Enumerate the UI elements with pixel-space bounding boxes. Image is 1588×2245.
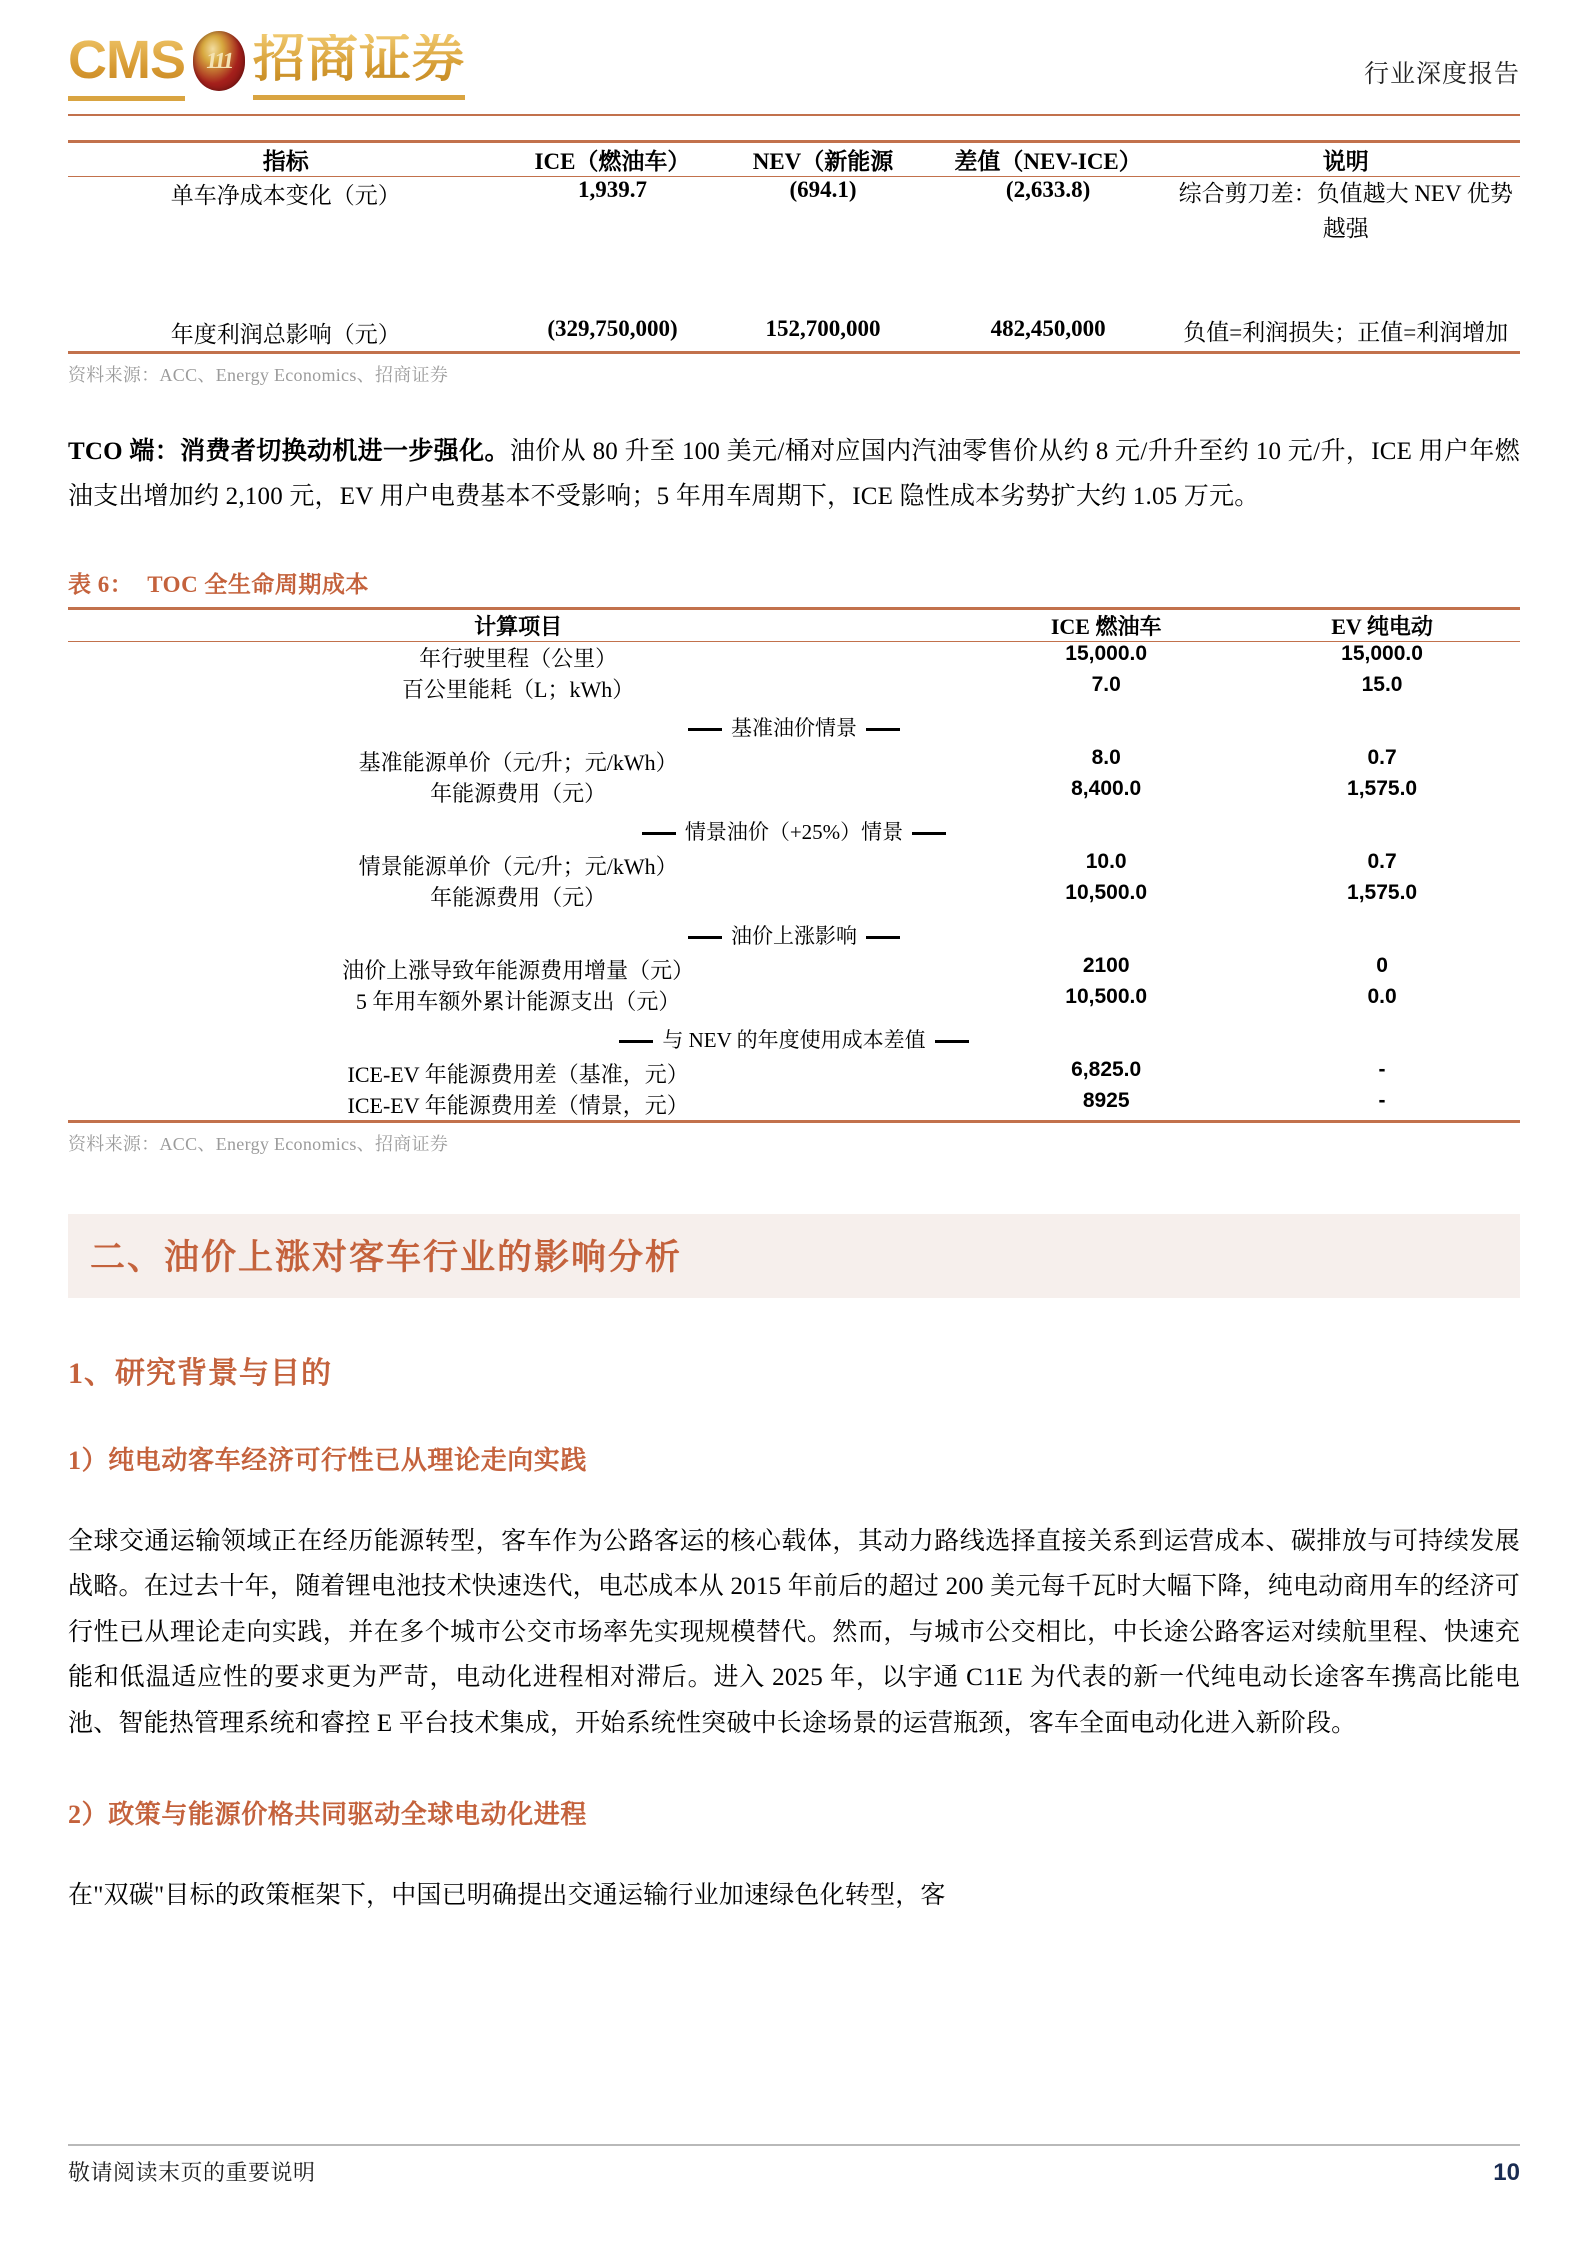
cell-ice: 8,400.0 [1071,776,1142,800]
group-dash-right-icon [935,1040,969,1043]
group-dash-right-icon [866,728,900,731]
col-diff: 差值（NEV-ICE） [954,149,1142,174]
cell-ice: 15,000.0 [1065,641,1148,665]
group-dash-left-icon [688,936,722,939]
col-metric: 指标 [262,149,309,174]
table-row [68,641,1520,673]
cell-metric: 单车净成本变化（元） [170,183,401,208]
table-row [68,985,1520,1016]
body-paragraph-a: 全球交通运输领域正在经历能源转型，客车作为公路客运的核心载体，其动力路线选择直接关系到运营成本、碳排放与可持续发展战略。在过去十年，随着锂电池技术快速迭代，电芯成本从 2015 年前后的超过 200 美元每千瓦时大幅下降，纯电动商用车的经济可行性已从理论走向实践，并在多个城市公交市场率先实现规模替代。然而，与城市公交相比，中长途公路客运对续航里程、快速充能和低温适应性的要求更为严苛，电动化进程相对滞后。进入 2025 年，以宇通 C11E 为代表的新一代纯电动长途客车携高比能电池、智能热管理系统和睿控 E 平台技术集成，开始系统性突破中长途场景的运营瓶颈，客车全面电动化进入新阶段。 [68,1527,1520,1737]
tco-paragraph-block [68,429,1520,520]
cell-ev: 1,575.0 [1347,776,1418,800]
table6-source-note: 资料来源：ACC、Energy Economics、招商证券 [68,1133,449,1154]
group-label: 基准油价情景 [731,715,857,740]
group-label-cell [68,704,1520,746]
cell-nev: (694.1) [789,177,857,202]
table-row [68,954,1520,985]
section-heading-band: 二、油价上涨对客车行业的影响分析 [68,1214,1520,1298]
table-row [68,1058,1520,1089]
cell-item: 基准能源单价（元/升；元/kWh） [358,749,678,775]
table-source-note: 资料来源：ACC、Energy Economics、招商证券 [68,364,449,385]
table-group-row [68,912,1520,954]
cell-note: 综合剪刀差：负值越大 NEV 优势越强 [1178,181,1513,241]
subsection-heading-1: 1、研究背景与目的 [68,1356,332,1390]
group-label-cell [68,808,1520,850]
cell-ev: 15.0 [1361,672,1403,696]
table-group-row [68,808,1520,850]
group-dash-left-icon [688,728,722,731]
cell-metric: 年度利润总影响（元） [170,322,401,347]
cell-ev: - [1378,1088,1386,1112]
col-ev: EV 纯电动 [1331,613,1433,639]
group-dash-left-icon [619,1040,653,1043]
table6-caption [68,566,1520,599]
cell-ev: 0.7 [1367,745,1397,769]
cell-item: 年能源费用（元） [430,884,607,910]
col-ice: ICE 燃油车 [1050,613,1162,639]
cell-ev: 0.7 [1367,849,1397,873]
group-label: 油价上涨影响 [731,923,857,948]
subsection-heading-1-1: 1）纯电动客车经济可行性已从理论走向实践 [68,1445,588,1475]
cell-item: 5 年用车额外累计能源支出（元） [355,988,681,1014]
table6-caption-title: TOC 全生命周期成本 [147,571,369,597]
group-dash-right-icon [866,936,900,939]
paragraph-block-b [68,1873,1520,1919]
cell-ice: 7.0 [1091,672,1121,696]
table6-caption-number: 表 6： [68,571,134,597]
group-label-cell [68,1016,1520,1058]
cell-ice: 10.0 [1085,849,1127,873]
tco-paragraph [68,429,1520,520]
cell-ev: 0 [1376,953,1388,977]
cell-ice: 10,500.0 [1065,880,1148,904]
cell-item: 油价上涨导致年能源费用增量（元） [342,957,695,983]
cell-ev: - [1378,1057,1386,1081]
cell-ev: 0.0 [1367,984,1397,1008]
table-header-row [68,608,1520,641]
page-header [68,0,1520,108]
tco-paragraph-rest: 油价从 80 升至 100 美元/桶对应国内汽油零售价从约 8 元/升升至约 10 元/升，ICE 用户年燃油支出增加约 2,100 元，EV 用户电费基本不受影响；5 年用车周期下，ICE 隐性成本劣势扩大约 1.05 万元。 [68,437,1520,510]
table-group-row [68,1016,1520,1058]
cell-nev: 152,700,000 [765,316,881,341]
cell-diff: 482,450,000 [990,316,1106,341]
group-dash-left-icon [642,832,676,835]
logo-latin-text: CMS [68,33,185,101]
table6-block [68,566,1520,1156]
table-row [68,777,1520,808]
cell-ice: 2100 [1082,953,1130,977]
cell-item: 情景能源单价（元/升；元/kWh） [358,853,678,879]
page-number: 10 [1493,2159,1520,2186]
table-row [68,673,1520,704]
table-row [68,1089,1520,1122]
logo-seal-icon [193,31,245,91]
group-label: 与 NEV 的年度使用成本差值 [662,1027,926,1052]
subsection-heading-1-2: 2）政策与能源价格共同驱动全球电动化进程 [68,1800,588,1829]
cell-ice: 1,939.7 [577,177,647,202]
body-paragraph-b: 在"双碳"目标的政策框架下，中国已明确提出交通运输行业加速绿色化转型，客 [68,1882,946,1909]
cell-ice: (329,750,000) [547,316,678,341]
cell-ice: 8.0 [1091,745,1121,769]
group-label: 情景油价（+25%）情景 [684,819,904,844]
cell-ice: 10,500.0 [1065,984,1148,1008]
cell-item: 年能源费用（元） [430,780,607,806]
table-row [68,850,1520,881]
table-header-row [68,142,1520,177]
cost-comparison-table [68,140,1520,354]
footer-row [68,2156,1520,2187]
col-item: 计算项目 [474,613,563,639]
report-kind-label: 行业深度报告 [1363,61,1520,88]
cell-item: 百公里能耗（L；kWh） [402,676,635,702]
footer-disclaimer: 敬请阅读末页的重要说明 [68,2160,316,2185]
cell-note: 负值=利润损失；正值=利润增加 [1183,320,1509,345]
col-nev: NEV（新能源 [752,149,894,174]
page-footer [68,2144,1520,2187]
header-divider [68,114,1520,116]
cms-logo [68,31,465,102]
cell-ev: 15,000.0 [1341,641,1423,665]
cell-item: ICE-EV 年能源费用差（情景，元） [347,1092,689,1118]
cell-item: 年行驶里程（公里） [419,645,618,671]
tco-lifecycle-table [68,607,1520,1123]
footer-divider [68,2144,1520,2146]
tco-lifecycle-tbody [68,641,1520,1121]
cell-item: ICE-EV 年能源费用差（基准，元） [347,1061,689,1087]
logo-chinese-text: 招商证券 [253,34,465,100]
group-label-cell [68,912,1520,954]
group-dash-right-icon [912,832,946,835]
table-row [68,746,1520,777]
col-ice: ICE（燃油车） [534,149,691,174]
table-row [68,316,1520,352]
table-row [68,177,1520,247]
spacer-cell [68,246,1520,316]
table-group-row [68,704,1520,746]
cell-ice: 6,825.0 [1071,1057,1142,1081]
table-spacer-row [68,246,1520,316]
cell-diff: (2,633.8) [1005,177,1091,202]
cell-ice: 8925 [1082,1088,1130,1112]
col-note: 说明 [1322,149,1369,174]
paragraph-block-a [68,1519,1520,1747]
table-row [68,881,1520,912]
tco-paragraph-lead: TCO 端：消费者切换动机进一步强化。 [68,437,510,465]
cell-ev: 1,575.0 [1347,880,1418,904]
